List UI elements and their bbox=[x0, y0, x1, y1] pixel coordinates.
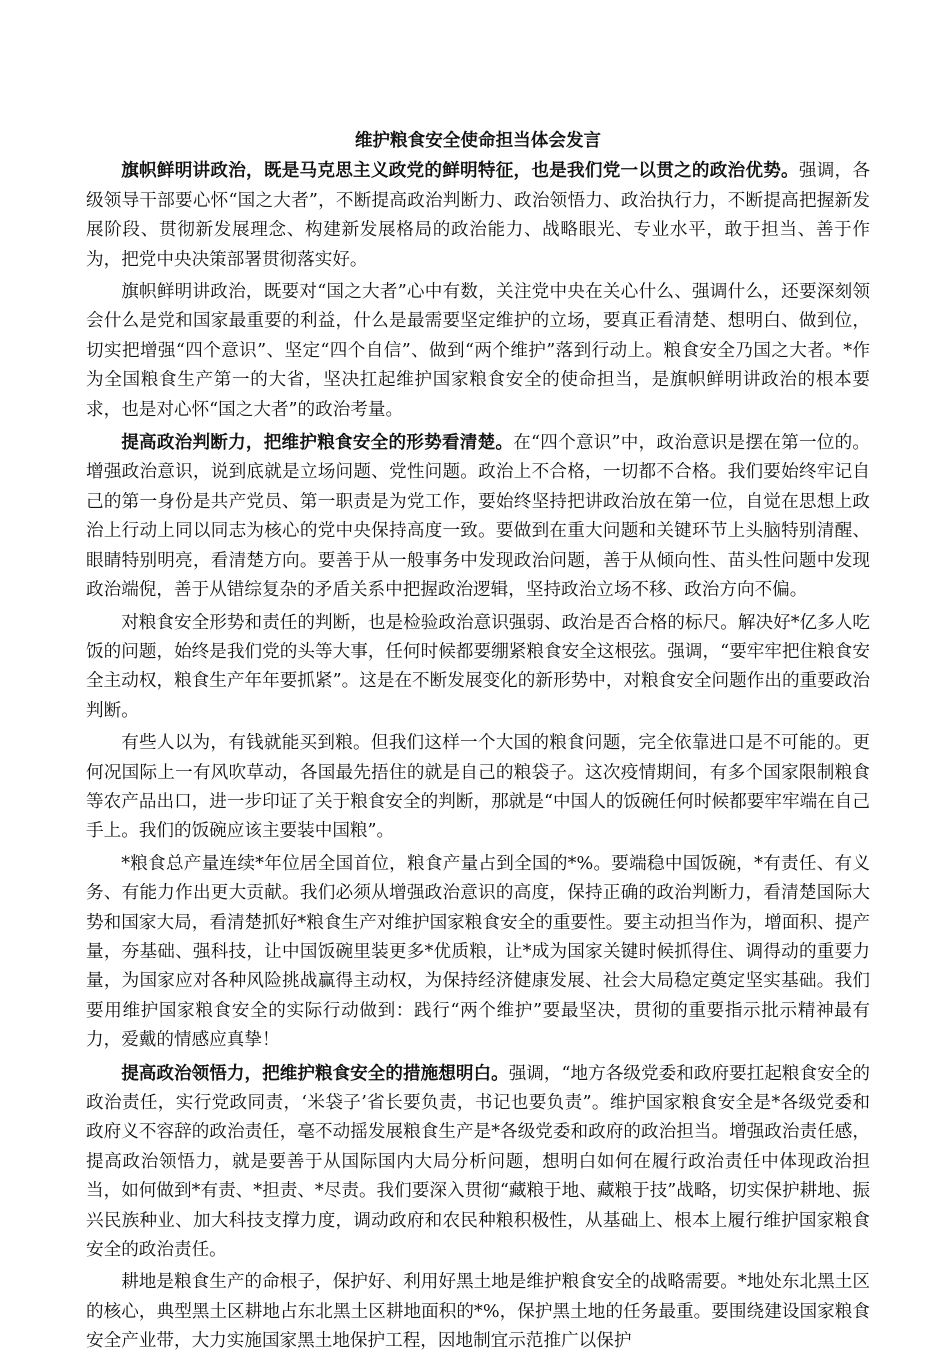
paragraph-lead: 旗帜鲜明讲政治，既是马克思主义政党的鲜明特征，也是我们党一以贯之的政治优势。 bbox=[121, 160, 799, 182]
paragraph-body: *粮食总产量连续*年位居全国首位，粮食产量占到全国的*%。要端稳中国饭碗，*有责任、有义务、有能力作出更大贡献。我们必须从增强政治意识的高度，保持正确的政治判断力，看清楚国际大势和国家大局，看清楚抓好*粮食生产对维护国家粮食安全的重要性。要主动担当作为，增面积、提产量，夯基础、强科技，让中国饭碗里装更多*优质粮，让*成为国家关键时候抓得住、调得动的重要力量，为国家应对各种风险挑战赢得主动权，为保持经济健康发展、社会大局稳定奠定坚实基础。我们要用维护国家粮食安全的实际行动做到：践行“两个维护”要最坚决，贯彻的重要指示批示精神最有力，爱戴的情感应真挚！ bbox=[86, 853, 870, 1051]
paragraph-1 bbox=[86, 156, 870, 275]
paragraph-body: 在“四个意识”中，政治意识是摆在第一位的。增强政治意识，说到底就是立场问题、党性问题。政治上不合格，一切都不合格。我们要始终牢记自己的第一身份是共产党员、第一职责是为党工作，要始终坚持把讲政治放在第一位，自觉在思想上政治上行动上同以同志为核心的党中央保持高度一致。要做到在重大问题和关键环节上头脑特别清醒、眼睛特别明亮，看清楚方向。要善于从一般事务中发现政治问题，善于从倾向性、苗头性问题中发现政治端倪，善于从错综复杂的矛盾关系中把握政治逻辑，坚持政治立场不移、政治方向不偏。 bbox=[86, 433, 870, 601]
paragraph-lead: 提高政治领悟力，把维护粮食安全的措施想明白。 bbox=[121, 1062, 509, 1084]
document-title: 维护粮食安全使命担当体会发言 bbox=[354, 130, 602, 151]
paragraph-body: 有些人以为，有钱就能买到粮。但我们这样一个大国的粮食问题，完全依靠进口是不可能的。更何况国际上一有风吹草动，各国最先捂住的就是自己的粮袋子。这次疫情期间，有多个国家限制粮食等农产品出口，进一步印证了关于粮食安全的判断，那就是“中国人的饭碗任何时候都要牢牢端在自己手上。我们的饭碗应该主要装中国粮”。 bbox=[86, 733, 870, 842]
paragraph-body: 对粮食安全形势和责任的判断，也是检验政治意识强弱、政治是否合格的标尺。解决好*亿多人吃饭的问题，始终是我们党的头等大事，任何时候都要绷紧粮食安全这根弦。强调，“要牢牢把住粮食安全主动权，粮食生产年年要抓紧”。这是在不断发展变化的新形势中，对粮食安全问题作出的重要政治判断。 bbox=[86, 612, 870, 721]
document-page bbox=[86, 126, 870, 1360]
paragraph-6 bbox=[86, 850, 870, 1056]
paragraph-3 bbox=[86, 428, 870, 605]
paragraph-4 bbox=[86, 609, 870, 727]
paragraph-5 bbox=[86, 729, 870, 847]
paragraph-body: 强调，“地方各级党委和政府要扛起粮食安全的政治责任，实行党政同责，‘米袋子’省长要负责，书记也要负责”。维护国家粮食安全是*各级党委和政府义不容辞的政治责任，毫不动摇发展粮食生产是*各级党委和政府的政治担当。增强政治责任感，提高政治领悟力，就是要善于从国际国内大局分析问题，想明白如何在履行政治责任中体现政治担当，如何做到*有责、*担责、*尽责。我们要深入贯彻“藏粮于地、藏粮于技”战略，切实保护耕地、振兴民族种业、加大科技支撑力度，调动政府和农民种粮积极性，从基础上、根本上履行维护国家粮食安全的政治责任。 bbox=[86, 1063, 870, 1261]
paragraph-lead: 提高政治判断力，把维护粮食安全的形势看清楚。 bbox=[121, 432, 514, 454]
paragraph-7 bbox=[86, 1059, 870, 1266]
paragraph-2 bbox=[86, 278, 870, 425]
paragraph-8 bbox=[86, 1268, 870, 1356]
paragraph-body: 旗帜鲜明讲政治，既要对“国之大者”心中有数，关注党中央在关心什么、强调什么，还要深刻领会什么是党和国家最重要的利益，什么是最需要坚定维护的立场，要真正看清楚、想明白、做到位，切实把增强“四个意识”、坚定“四个自信”、做到“两个维护”落到行动上。粮食安全乃国之大者。*作为全国粮食生产第一的大省，坚决扛起维护国家粮食安全的使命担当，是旗帜鲜明讲政治的根本要求，也是对心怀“国之大者”的政治考量。 bbox=[86, 282, 870, 420]
paragraph-body: 强调，各级领导干部要心怀“国之大者”，不断提高政治判断力、政治领悟力、政治执行力，不断提高把握新发展阶段、贯彻新发展理念、构建新发展格局的政治能力、战略眼光、专业水平，敢于担当、善于作为，把党中央决策部署贯彻落实好。 bbox=[86, 161, 870, 270]
paragraph-body: 耕地是粮食生产的命根子，保护好、利用好黑土地是维护粮食安全的战略需要。*地处东北黑土区的核心，典型黑土区耕地占东北黑土区耕地面积的*%，保护黑土地的任务最重。要围绕建设国家粮食安全产业带，大力实施国家黑土地保护工程，因地制宜示范推广以保护 bbox=[86, 1272, 870, 1352]
